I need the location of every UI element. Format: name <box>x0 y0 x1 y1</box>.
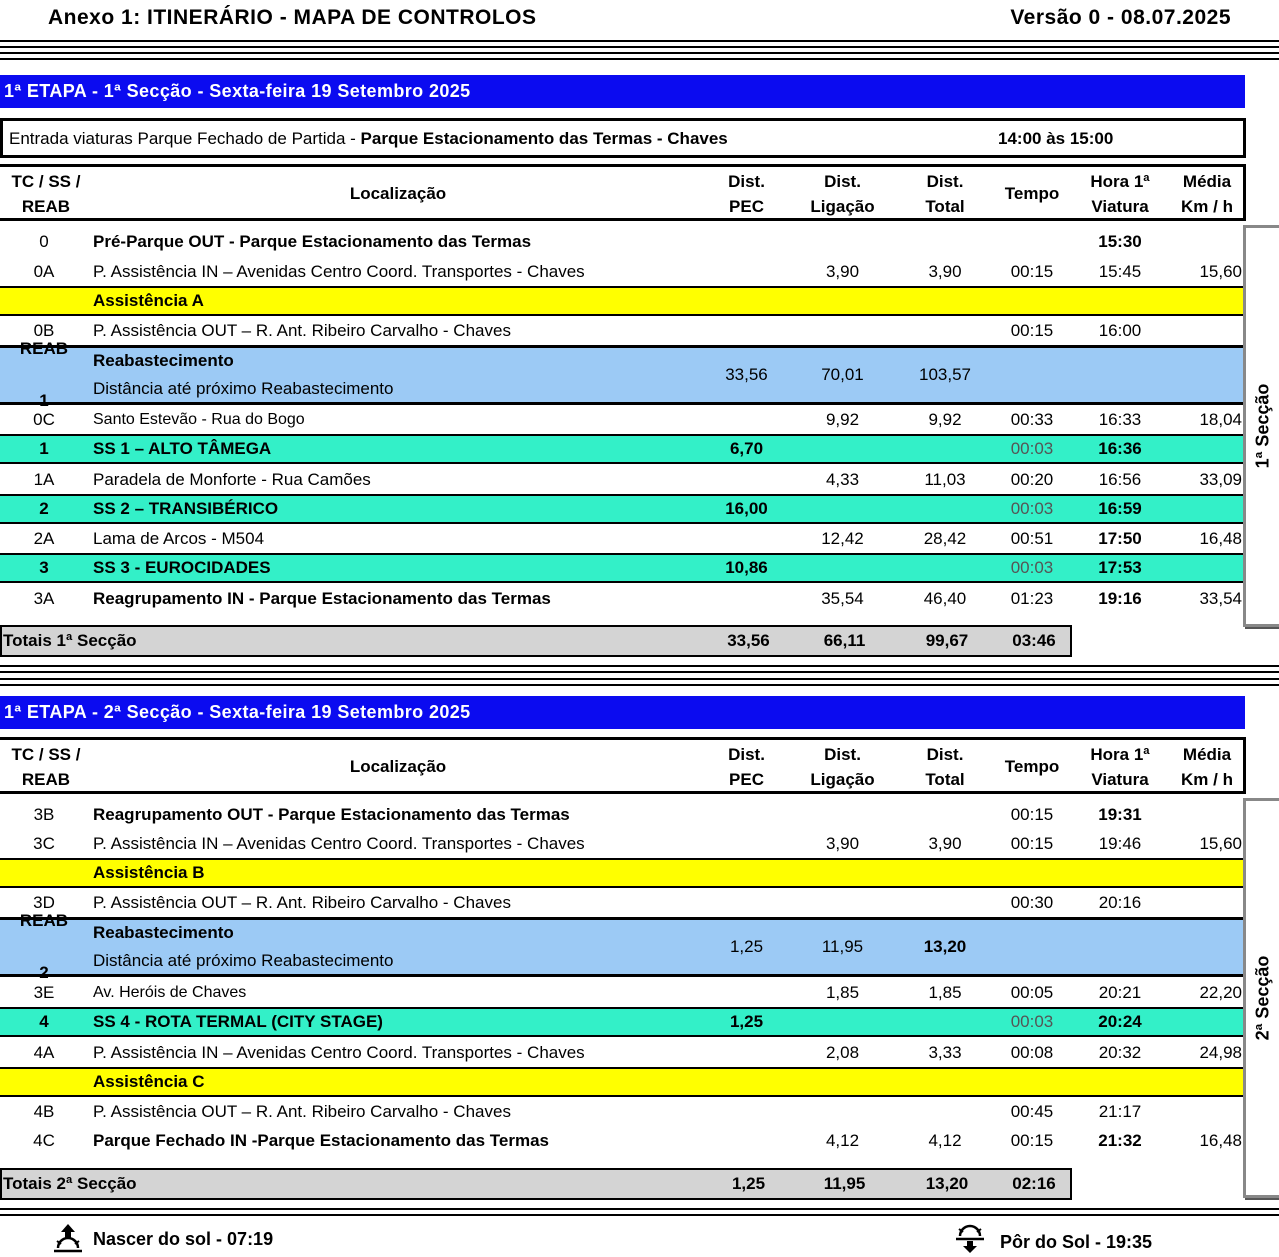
row-tc <box>0 911 88 982</box>
col-loc: Localização <box>349 184 447 203</box>
row-location: P. Assistência OUT – R. Ant. Ribeiro Carvalho - Chaves <box>93 892 511 912</box>
entry-box <box>0 118 1246 158</box>
table-row <box>0 1038 1244 1067</box>
row-hora: 16:33 <box>1098 409 1142 429</box>
row-dist-ligacao: 12,42 <box>821 528 864 548</box>
row-location: SS 3 - EUROCIDADES <box>93 558 271 577</box>
table-row <box>0 405 1244 434</box>
row-media <box>1160 1009 1242 1035</box>
row-hora: 19:16 <box>1098 588 1142 608</box>
row-tc: 2A <box>33 528 55 548</box>
col-med: Média Km / h <box>1181 745 1233 789</box>
row-dist-pec <box>700 829 793 858</box>
row-location-title: Reabastecimento <box>93 923 234 942</box>
row-hora: 19:31 <box>1098 804 1142 824</box>
row-hora: 16:56 <box>1098 469 1142 489</box>
row-dist-pec: 6,70 <box>729 439 764 458</box>
row-tc: 1A <box>33 469 55 489</box>
row-tc: 1 <box>39 439 49 458</box>
row-location: P. Assistência IN – Avenidas Centro Coord. Transportes - Chaves <box>93 261 585 281</box>
row-dist-total: 4,12 <box>928 1130 962 1150</box>
row-hora: 21:17 <box>1098 1101 1142 1121</box>
divider <box>0 665 1279 673</box>
row-dist-total <box>895 1009 995 1035</box>
totals-lig: 66,11 <box>823 631 866 650</box>
row-tc: 0C <box>33 409 55 429</box>
row-dist-ligacao: 11,95 <box>821 937 864 956</box>
row-location: Lama de Arcos - M504 <box>93 528 265 548</box>
totals-pec: 1,25 <box>731 1174 766 1193</box>
row-dist-total <box>895 1097 995 1126</box>
row-dist-ligacao <box>795 555 890 581</box>
row-dist-pec <box>700 257 793 286</box>
totals-row <box>0 625 1072 657</box>
row-tempo: 00:15 <box>1010 320 1054 340</box>
row-location: Reagrupamento IN - Parque Estacionamento das Termas <box>93 588 551 608</box>
row-hora: 20:16 <box>1098 892 1142 912</box>
row-location-subtitle: Distância até próximo Reabastecimento <box>93 379 394 398</box>
col-lig: Dist. Ligação <box>810 745 875 789</box>
row-media: 22,20 <box>1199 982 1242 1002</box>
row-location: SS 2 – TRANSIBÉRICO <box>93 499 279 518</box>
row-hora: 15:45 <box>1098 261 1142 281</box>
row-dist-total: 11,03 <box>924 469 966 489</box>
row-dist-pec <box>700 888 793 917</box>
table-row <box>0 286 1244 316</box>
row-media <box>1160 436 1242 462</box>
col-med: Média Km / h <box>1181 172 1233 216</box>
table-row <box>0 227 1244 256</box>
row-location-subtitle: Distância até próximo Reabastecimento <box>93 951 394 970</box>
row-dist-ligacao: 4,33 <box>825 469 860 489</box>
row-media: 18,04 <box>1199 409 1242 429</box>
row-dist-total: 46,40 <box>923 588 967 608</box>
row-location: Assistência B <box>93 863 205 882</box>
row-location: Pré-Parque OUT - Parque Estacionamento das Termas <box>93 231 532 251</box>
row-dist-ligacao: 9,92 <box>825 409 860 429</box>
row-location: P. Assistência OUT – R. Ant. Ribeiro Carvalho - Chaves <box>93 1101 511 1121</box>
row-tempo: 00:03 <box>1010 558 1054 577</box>
row-dist-total: 3,90 <box>928 261 962 281</box>
row-dist-pec <box>700 584 793 613</box>
row-dist-total: 28,42 <box>923 528 967 548</box>
table-row <box>0 858 1244 888</box>
row-dist-pec <box>700 1097 793 1126</box>
entry-place: Parque Estacionamento das Termas - Chaves <box>360 129 728 148</box>
row-hora: 17:50 <box>1098 528 1142 548</box>
table-row <box>0 434 1244 464</box>
row-tempo: 00:15 <box>1010 804 1054 824</box>
table-row <box>0 1126 1244 1155</box>
row-media <box>1160 888 1242 917</box>
row-dist-ligacao <box>795 800 890 829</box>
section2-side-label: 2ª Secção <box>1243 798 1279 1198</box>
table-row <box>0 888 1244 917</box>
row-dist-total <box>895 227 995 256</box>
row-dist-pec <box>700 316 793 345</box>
row-tc: 3 <box>39 558 49 577</box>
row-tempo: 00:20 <box>1010 469 1054 489</box>
table-row <box>0 465 1244 494</box>
table-row <box>0 978 1244 1007</box>
table-row <box>0 494 1244 524</box>
sunset-icon <box>955 1222 985 1254</box>
row-tc-label: REAB <box>19 911 69 930</box>
row-tc: 4A <box>33 1042 55 1062</box>
row-tempo: 00:33 <box>1010 409 1054 429</box>
row-location: Assistência A <box>93 291 204 310</box>
row-dist-ligacao <box>795 316 890 345</box>
table-row <box>0 584 1244 613</box>
row-location: Assistência C <box>93 1072 205 1091</box>
row-media <box>1160 227 1242 256</box>
row-hora: 16:00 <box>1098 320 1142 340</box>
col-pec: Dist. PEC <box>728 172 765 216</box>
totals-tem: 02:16 <box>1012 1174 1056 1193</box>
row-tc: 3C <box>33 833 55 853</box>
row-location: SS 4 - ROTA TERMAL (CITY STAGE) <box>93 1012 383 1031</box>
section1-banner: 1ª ETAPA - 1ª Secção - Sexta-feira 19 Setembro 2025 <box>0 75 1245 108</box>
row-dist-total <box>895 436 995 462</box>
row-tc: 3B <box>33 804 55 824</box>
section1-side-label: 1ª Secção <box>1243 225 1279 627</box>
col-tot: Dist. Total <box>925 172 965 216</box>
row-dist-pec <box>700 1038 793 1067</box>
col-tem: Tempo <box>1004 184 1060 203</box>
row-dist-total <box>895 800 995 829</box>
row-dist-ligacao: 70,01 <box>821 365 864 384</box>
row-media <box>1160 316 1242 345</box>
row-dist-total: 3,33 <box>928 1042 962 1062</box>
col-tc: TC / SS / REAB <box>11 172 81 216</box>
row-location: Santo Estevão - Rua do Bogo <box>93 410 305 428</box>
divider <box>0 1208 1279 1216</box>
row-location <box>93 348 713 402</box>
row-location-title: Reabastecimento <box>93 351 234 370</box>
row-location: P. Assistência OUT – R. Ant. Ribeiro Carvalho - Chaves <box>93 320 511 340</box>
divider <box>0 678 1279 686</box>
row-tc: 3D <box>33 892 55 912</box>
row-dist-total <box>895 555 995 581</box>
row-dist-ligacao: 1,85 <box>825 982 860 1002</box>
divider <box>0 52 1279 60</box>
row-location: SS 1 – ALTO TÂMEGA <box>93 439 272 458</box>
row-hora: 20:32 <box>1098 1042 1142 1062</box>
row-tempo: 00:03 <box>1010 499 1054 518</box>
row-dist-total <box>895 316 995 345</box>
row-dist-pec: 33,56 <box>725 365 768 384</box>
row-tempo: 00:03 <box>1010 1012 1054 1031</box>
row-tempo: 01:23 <box>1010 588 1054 608</box>
row-tc: 3A <box>33 588 55 608</box>
document-version: Versão 0 - 08.07.2025 <box>1010 6 1231 29</box>
row-tc: 3E <box>33 982 55 1002</box>
table-row <box>0 553 1244 583</box>
row-hora: 20:21 <box>1098 982 1142 1002</box>
row-media <box>1160 1097 1242 1126</box>
divider <box>0 40 1279 48</box>
row-tempo: 00:45 <box>1010 1101 1054 1121</box>
row-tc: 4C <box>33 1130 55 1150</box>
col-loc: Localização <box>349 757 447 776</box>
row-tempo: 00:51 <box>1010 528 1054 548</box>
entry-label: Entrada viaturas Parque Fechado de Partida - <box>9 129 361 148</box>
row-dist-ligacao: 2,08 <box>825 1042 860 1062</box>
row-dist-pec <box>700 1126 793 1155</box>
row-tc-number: 1 <box>39 391 49 410</box>
entry-text <box>9 121 728 156</box>
row-tc: 0B <box>33 320 55 340</box>
table-row <box>0 800 1244 829</box>
row-location: Av. Heróis de Chaves <box>93 983 247 1001</box>
row-dist-total <box>895 888 995 917</box>
table-row <box>0 1007 1244 1037</box>
row-tempo: 00:05 <box>1010 982 1054 1002</box>
row-media: 33,54 <box>1199 588 1242 608</box>
row-tempo: 00:15 <box>1010 1130 1054 1150</box>
row-tc-number: 2 <box>39 963 49 982</box>
table-row <box>0 339 1244 410</box>
document-title: Anexo 1: ITINERÁRIO - MAPA DE CONTROLOS <box>48 6 537 29</box>
row-dist-pec: 1,25 <box>729 937 764 956</box>
row-media: 15,60 <box>1199 833 1242 853</box>
row-dist-pec <box>700 465 793 494</box>
row-location <box>93 920 713 974</box>
row-media: 24,98 <box>1199 1042 1242 1062</box>
totals-row <box>0 1168 1072 1200</box>
row-tempo: 00:30 <box>1010 892 1054 912</box>
row-tc-label: REAB <box>19 339 69 358</box>
row-location: P. Assistência IN – Avenidas Centro Coord. Transportes - Chaves <box>93 1042 585 1062</box>
row-media: 33,09 <box>1199 469 1242 489</box>
row-tempo: 00:08 <box>1010 1042 1054 1062</box>
row-hora: 15:30 <box>1098 231 1142 251</box>
row-hora: 16:59 <box>1098 499 1142 518</box>
col-hor: Hora 1ª Viatura <box>1090 745 1150 789</box>
row-location: P. Assistência IN – Avenidas Centro Coord. Transportes - Chaves <box>93 833 585 853</box>
row-dist-total: 13,20 <box>923 937 967 956</box>
row-dist-total: 103,57 <box>919 365 971 384</box>
column-header <box>0 737 1246 794</box>
column-header <box>0 164 1246 221</box>
col-pec: Dist. PEC <box>728 745 765 789</box>
table-row <box>0 911 1244 982</box>
entry-time: 14:00 às 15:00 <box>998 129 1114 148</box>
row-dist-pec <box>700 227 793 256</box>
row-dist-ligacao <box>795 1009 890 1035</box>
totals-tot: 13,20 <box>925 1174 969 1193</box>
totals-lig: 11,95 <box>823 1174 866 1193</box>
row-dist-total: 1,85 <box>928 982 962 1002</box>
row-dist-pec: 16,00 <box>725 499 768 518</box>
row-dist-total <box>895 496 995 522</box>
col-lig: Dist. Ligação <box>810 172 875 216</box>
table-row <box>0 316 1244 345</box>
row-location: Parque Fechado IN -Parque Estacionamento das Termas <box>93 1130 549 1150</box>
col-tc: TC / SS / REAB <box>11 745 81 789</box>
totals-tem: 03:46 <box>1012 631 1056 650</box>
row-dist-pec <box>700 405 793 434</box>
row-dist-total: 9,92 <box>928 409 962 429</box>
table-row <box>0 1067 1244 1097</box>
row-media: 15,60 <box>1199 261 1242 281</box>
document-header <box>0 0 1279 36</box>
row-dist-pec: 1,25 <box>729 1012 764 1031</box>
row-dist-pec <box>700 800 793 829</box>
row-dist-ligacao <box>795 888 890 917</box>
row-hora: 19:46 <box>1098 833 1142 853</box>
row-tc: 4B <box>33 1101 55 1121</box>
table-row <box>0 524 1244 553</box>
row-dist-pec <box>700 524 793 553</box>
sunrise-icon <box>53 1222 83 1254</box>
row-hora: 16:36 <box>1098 439 1142 458</box>
totals-label: Totais 1ª Secção <box>3 631 137 650</box>
row-dist-pec: 10,86 <box>725 558 768 577</box>
totals-tot: 99,67 <box>925 631 969 650</box>
row-tempo <box>990 227 1074 256</box>
row-hora: 21:32 <box>1098 1130 1142 1150</box>
row-dist-pec <box>700 978 793 1007</box>
row-hora: 17:53 <box>1098 558 1142 577</box>
row-dist-ligacao <box>795 1097 890 1126</box>
row-tc: 2 <box>39 499 49 518</box>
sunset-text: Pôr do Sol - 19:35 <box>1000 1232 1153 1252</box>
col-tem: Tempo <box>1004 757 1060 776</box>
row-media: 16,48 <box>1199 1130 1242 1150</box>
col-tot: Dist. Total <box>925 745 965 789</box>
table-row <box>0 1097 1244 1126</box>
row-tempo: 00:03 <box>1010 439 1054 458</box>
row-dist-ligacao: 4,12 <box>825 1130 860 1150</box>
table-row <box>0 829 1244 858</box>
section2-banner: 1ª ETAPA - 2ª Secção - Sexta-feira 19 Setembro 2025 <box>0 696 1245 729</box>
totals-label: Totais 2ª Secção <box>3 1174 137 1193</box>
row-tc: 0A <box>33 261 55 281</box>
col-hor: Hora 1ª Viatura <box>1090 172 1150 216</box>
row-dist-ligacao: 3,90 <box>825 261 860 281</box>
row-dist-ligacao <box>795 227 890 256</box>
row-tc: 4 <box>39 1012 49 1031</box>
row-media <box>1160 555 1242 581</box>
row-tc: 0 <box>39 231 49 251</box>
row-location: Reagrupamento OUT - Parque Estacionamento das Termas <box>93 804 570 824</box>
row-media <box>1160 496 1242 522</box>
row-media <box>1160 800 1242 829</box>
row-tempo: 00:15 <box>1010 261 1054 281</box>
row-dist-ligacao <box>795 436 890 462</box>
row-dist-total: 3,90 <box>928 833 962 853</box>
totals-pec: 33,56 <box>727 631 770 650</box>
row-tc <box>0 339 88 410</box>
row-tempo: 00:15 <box>1010 833 1054 853</box>
row-location: Paradela de Monforte - Rua Camões <box>93 469 371 489</box>
sunrise-text: Nascer do sol - 07:19 <box>93 1229 274 1249</box>
table-row <box>0 257 1244 286</box>
row-hora: 20:24 <box>1098 1012 1142 1031</box>
row-dist-ligacao <box>795 496 890 522</box>
row-media: 16,48 <box>1199 528 1242 548</box>
row-dist-ligacao: 3,90 <box>825 833 860 853</box>
row-dist-ligacao: 35,54 <box>821 588 864 608</box>
